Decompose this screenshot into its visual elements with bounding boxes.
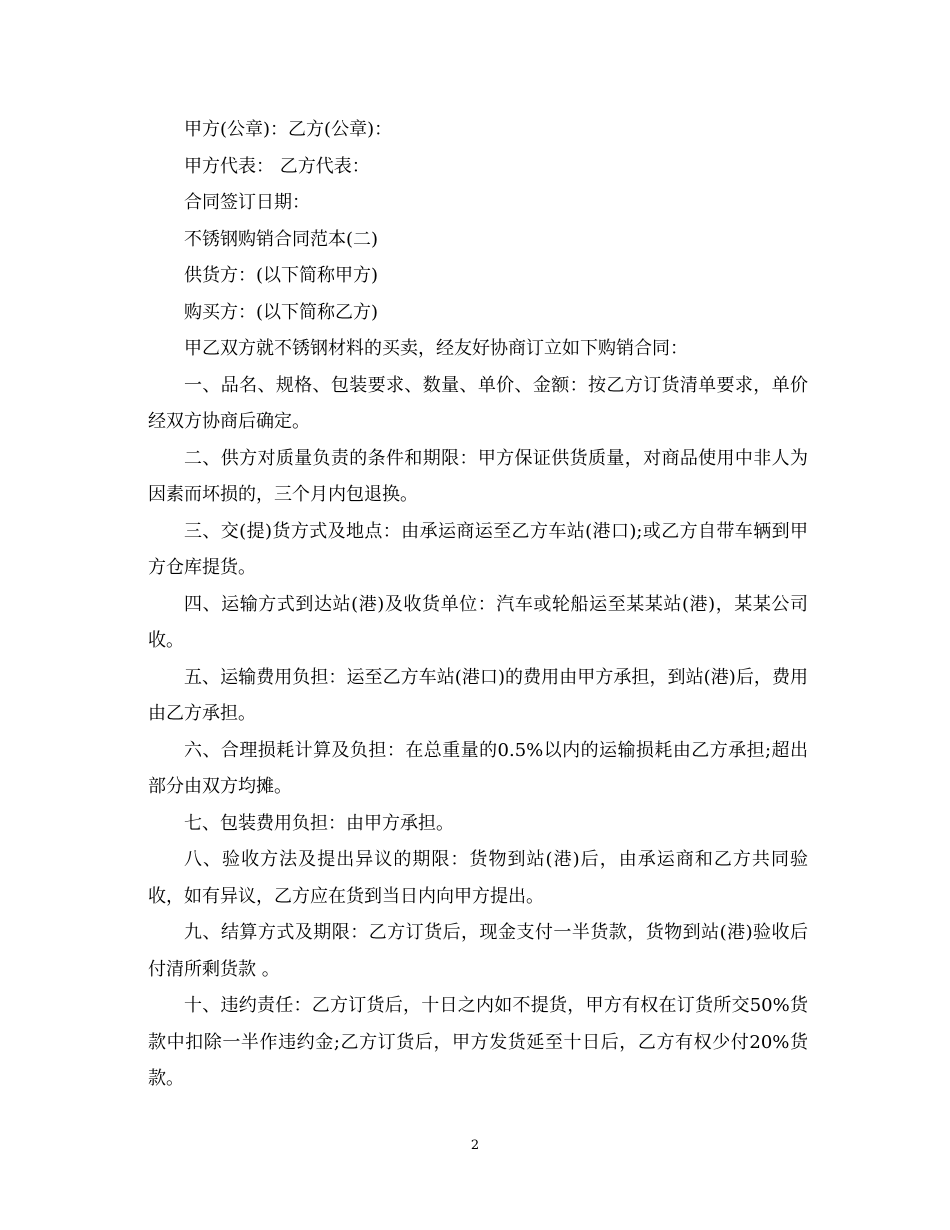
clause-6: 六、合理损耗计算及负担：在总重量的0.5%以内的运输损耗由乙方承担;超出部分由双方均摊。 [148, 739, 808, 797]
clause-1: 一、品名、规格、包装要求、数量、单价、金额：按乙方订货清单要求，单价经双方协商后确定。 [148, 374, 808, 432]
clause-2: 二、供方对质量负责的条件和期限：甲方保证供货质量，对商品使用中非人为因素而坏损的，三个月内包退换。 [148, 447, 808, 505]
contract-signing-date: 合同签订日期： [184, 192, 310, 213]
contract-title: 不锈钢购销合同范本(二) [184, 228, 379, 250]
supplier-line: 供货方：(以下简称甲方) [184, 265, 379, 286]
clause-5: 五、运输费用负担：运至乙方车站(港口)的费用由甲方承担，到站(港)后，费用由乙方承担。 [148, 666, 808, 724]
clause-9: 九、结算方式及期限：乙方订货后，现金支付一半货款，货物到站(港)验收后付清所剩货款 。 [148, 922, 808, 980]
document-body [148, 112, 808, 1098]
clause-10: 十、违约责任：乙方订货后，十日之内如不提货，甲方有权在订货所交50%货款中扣除一半作违约金;乙方订货后，甲方发货延至十日后，乙方有权少付20%货款。 [148, 995, 808, 1089]
clause-8: 八、验收方法及提出异议的期限：货物到站(港)后，由承运商和乙方共同验收，如有异议，乙方应在货到当日内向甲方提出。 [148, 849, 808, 907]
contract-preamble: 甲乙双方就不锈钢材料的买卖，经友好协商订立如下购销合同： [184, 338, 688, 359]
clause-3: 三、交(提)货方式及地点：由承运商运至乙方车站(港口);或乙方自带车辆到甲方仓库提货。 [148, 520, 808, 578]
clause-7: 七、包装费用负担：由甲方承担。 [184, 812, 454, 834]
clause-4: 四、运输方式到达站(港)及收货单位：汽车或轮船运至某某站(港)，某某公司收。 [148, 593, 808, 651]
buyer-line: 购买方：(以下简称乙方) [184, 301, 379, 323]
page-number: 2 [470, 1138, 480, 1153]
signature-party-representatives: 甲方代表： 乙方代表： [184, 155, 370, 177]
signature-party-seals: 甲方(公章)：乙方(公章)： [184, 119, 393, 140]
